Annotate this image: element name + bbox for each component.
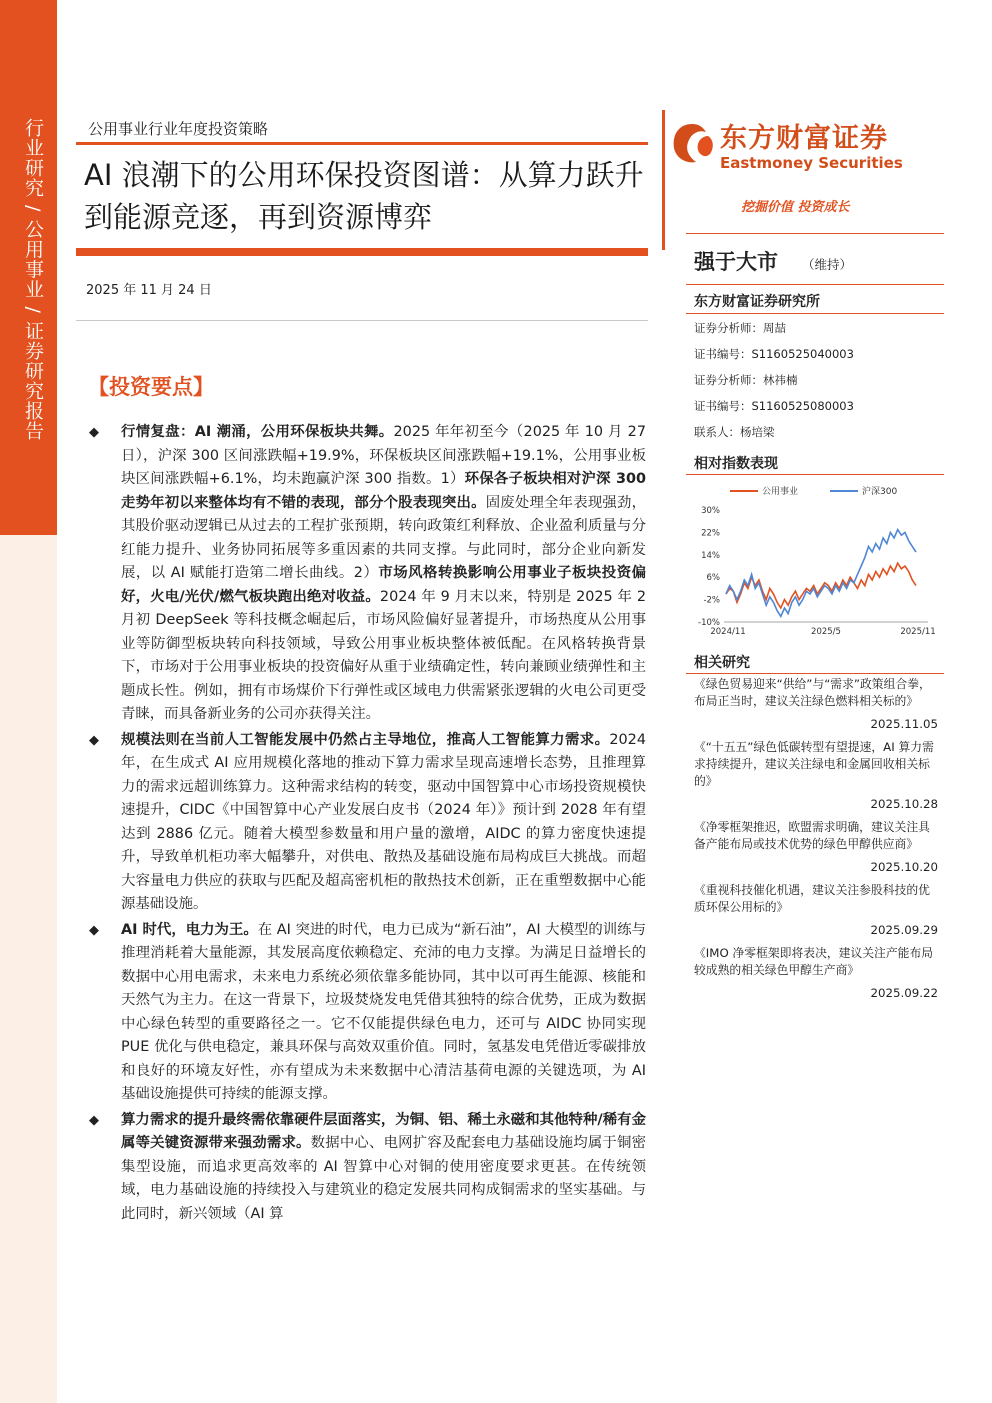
- diamond-bullet-icon: ◆: [89, 425, 99, 440]
- x-tick-label: 2025/11: [900, 627, 936, 637]
- index-chart-title: 相对指数表现: [694, 456, 778, 472]
- related-item-date: 2025.10.20: [870, 860, 938, 874]
- sidebar-category-label: 行业研究 / 公用事业 / 证券研究报告: [22, 118, 44, 441]
- related-item-date: 2025.09.22: [870, 986, 938, 1000]
- related-research-title: 相关研究: [694, 655, 750, 671]
- related-item[interactable]: [694, 882, 938, 939]
- x-tick-label: 2025/5: [811, 627, 841, 637]
- related-item[interactable]: [694, 739, 938, 813]
- diamond-bullet-icon: ◆: [89, 922, 99, 938]
- rating-note: （维持）: [802, 257, 853, 272]
- rating-bottom-rule: [686, 284, 944, 285]
- para-text: 规模法则在当前人工智能发展中仍然占主导地位，推高人工智能算力需求。2024 年，在生成式 AI 应用规模化落地的推动下算力需求呈现高速增长态势，且推理算力的需求远超训练算力。这种需求结构的转变，驱动中国智算中心市场投资规模快速提升，CIDC《中国智算中心产业发展白皮书（2024 年）》预计到 2028 年有望达到 2886 亿元。随着大模型参数量和用户量的激增，AIDC 的算力密度快速提升，导致单机柜功率大幅攀升，对供电、散热及基础设施布局构成巨大挑战。而超大容量电力供应的获取与匹配及超高密机柜的散热技术创新，正在重塑数据中心能源基础设施。: [121, 731, 646, 912]
- para-text: 行情复盘：AI 潮涌，公用环保板块共舞。2025 年年初至今（2025 年 10 月 27 日），沪深 300 区间涨跌幅+19.9%，环保板块区间涨跌幅+19.1%，公用事业板块区间涨跌幅+6.1%，均未跑赢沪深 300 指数。1）环保各子板块相对沪深 300 走势年初以来整体均有不错的表现，部分个股表现突出。固废处理全年表现强劲，其股价驱动逻辑已从过去的工程扩张预期，转向政策红利释放、企业盈利质量与分红能力提升、业务协同拓展等多重因素的共同支撑。与此同时，部分企业向新发展，以 AI 赋能打造第二增长曲线。2）市场风格转换影响公用事业子板块投资偏好，火电/光伏/燃气板块跑出绝对收益。2024 年 9 月末以来，特别是 2025 年 2 月初 DeepSeek 等科技概念崛起后，市场风险偏好显著提升，市场热度从公用事业等防御型板块转向科技领域，导致公用事业板块整体被低配。在风格转换背景下，市场对于公用事业板块的投资偏好从重于业绩确定性，转向兼顾业绩弹性和主题成长性。例如，拥有市场煤价下行弹性或区域电力供需紧张逻辑的火电公司更受青睐，而具备新业务的公司亦获得关注。: [121, 424, 646, 722]
- section-heading: 【投资要点】: [88, 375, 214, 399]
- brand-name-en: Eastmoney Securities: [720, 154, 903, 172]
- related-item-date: 2025.11.05: [870, 717, 938, 731]
- para-text: 算力需求的提升最终需依靠硬件层面落实，为铜、铝、稀土永磁和其他特种/稀有金属等关键资源带来强劲需求。数据中心、电网扩容及配套电力基础设施均属于铜密集型设施，而追求更高效率的 AI 智算中心对铜的使用密度要求更甚。在传统领域，电力基础设施的持续投入与建筑业的稳定发展共同构成铜需求的坚实基础。与此同时，新兴领域（AI 算: [121, 1111, 646, 1222]
- related-item-title: 《净零框架推迟，欧盟需求明确，建议关注具备产能布局或技术优势的绿色甲醇供应商》: [694, 820, 930, 851]
- legend-label: 沪深300: [862, 487, 898, 497]
- left-sidebar: [0, 0, 57, 1403]
- y-tick-label: 30%: [701, 506, 720, 516]
- right-column-accent: [662, 110, 665, 250]
- key-point-paragraph: [86, 1109, 646, 1227]
- related-research-list: [694, 676, 938, 1008]
- related-item-title: 《“十五五”绿色低碳转型有望提速，AI 算力需求持续提升，建议关注绿电和金属回收相关标的》: [694, 740, 934, 788]
- report-date: 2025 年 11 月 24 日: [86, 283, 212, 298]
- page-title: AI 浪潮下的公用环保投资图谱：从算力跃升到能源竞逐，再到资源博弈: [84, 158, 644, 234]
- analyst-line: 证书编号：S1160525080003: [694, 399, 854, 413]
- y-tick-label: 14%: [701, 550, 720, 561]
- related-item-date: 2025.09.29: [870, 923, 938, 937]
- institute-name: 东方财富证券研究所: [694, 294, 820, 310]
- y-tick-label: -10%: [698, 618, 720, 628]
- rating-top-rule: [686, 233, 944, 234]
- related-item-title: 《IMO 净零框架即将表决，建议关注产能布局较成熟的相关绿色甲醇生产商》: [694, 946, 934, 977]
- analyst-line: 证券分析师：林祎楠: [694, 373, 798, 387]
- key-point-paragraph: [86, 729, 646, 917]
- diamond-bullet-icon: ◆: [89, 1112, 99, 1128]
- relative-index-chart: [688, 478, 944, 646]
- y-tick-label: 22%: [701, 528, 720, 539]
- key-point-paragraph: [86, 421, 646, 727]
- related-item-title: 《重视科技催化机遇，建议关注参股科技的优质环保公用标的》: [694, 883, 930, 914]
- related-item-title: 《绿色贸易迎来“供给”与“需求”政策组合拳，布局正当时，建议关注绿色燃料相关标的》: [694, 677, 931, 708]
- related-research-rule: [686, 673, 944, 674]
- title-top-rule: [76, 142, 648, 145]
- related-item[interactable]: [694, 819, 938, 876]
- analyst-line: 证书编号：S1160525040003: [694, 347, 854, 361]
- brand-logo: [666, 114, 946, 186]
- key-point-paragraph: [86, 919, 646, 1107]
- logo-mark-icon: [668, 120, 716, 168]
- analyst-line: 联系人：杨培梁: [694, 425, 775, 439]
- brand-name-cn: 东方财富证券: [720, 123, 888, 154]
- y-tick-label: 6%: [706, 573, 720, 584]
- key-points-body: [86, 421, 646, 1226]
- rating-value: 强于大市: [694, 250, 778, 274]
- legend-label: 公用事业: [762, 487, 799, 497]
- analyst-line: 证券分析师：周喆: [694, 321, 786, 335]
- brand-slogan: 挖掘价值 投资成长: [741, 200, 850, 215]
- diamond-bullet-icon: ◆: [89, 732, 99, 748]
- institute-rule: [686, 313, 944, 314]
- para-text: AI 时代，电力为王。在 AI 突进的时代，电力已成为“新石油”，AI 大模型的训练与推理消耗着大量能源，其发展高度依赖稳定、充沛的电力支撑。为满足日益增长的数据中心用电需求，未来电力系统必须依靠多能协同，其中以可再生能源、核能和天然气为主力。在这一背景下，垃圾焚烧发电凭借其独特的综合优势，正成为数据中心绿色转型的重要路径之一。它不仅能提供绿色电力，还可与 AIDC 协同实现 PUE 优化与供电稳定，兼具环保与高效双重价值。同时，氢基发电凭借近零碳排放和良好的环境友好性，亦有望成为未来数据中心清洁基荷电源的关键选项，为 AI 基础设施提供可持续的能源支撑。: [121, 921, 646, 1102]
- report-type: 公用事业行业年度投资策略: [88, 120, 269, 138]
- chart-title-rule: [686, 474, 944, 475]
- x-tick-label: 2024/11: [710, 627, 746, 637]
- related-item[interactable]: [694, 676, 938, 733]
- related-item[interactable]: [694, 945, 938, 1002]
- title-bottom-rule: [76, 248, 648, 256]
- y-tick-label: -2%: [703, 595, 720, 606]
- divider: [76, 320, 648, 321]
- related-item-date: 2025.10.28: [870, 797, 938, 811]
